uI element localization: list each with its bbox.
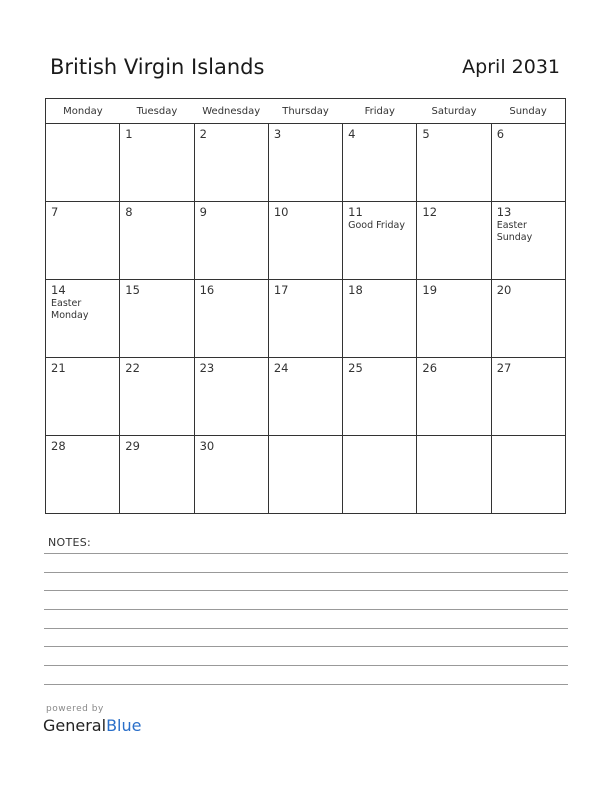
- page-title: British Virgin Islands: [50, 55, 265, 79]
- day-number: 30: [199, 439, 215, 453]
- day-number: 15: [125, 283, 140, 297]
- holiday-label: [269, 375, 342, 376]
- calendar-grid: [45, 98, 566, 514]
- holiday-label: [195, 453, 268, 454]
- notes-line: [44, 572, 568, 573]
- holiday-label: [269, 141, 342, 142]
- day-cell: [268, 280, 342, 358]
- weekday-sunday: Sunday: [491, 99, 565, 124]
- holiday-label: Easter Monday: [51, 298, 89, 321]
- day-number: 27: [496, 361, 512, 375]
- holiday-label: Good Friday: [348, 220, 405, 231]
- holiday-label: [120, 375, 193, 376]
- day-cell: [120, 358, 194, 436]
- day-cell: [343, 280, 417, 358]
- holiday-label: [195, 219, 268, 220]
- day-number: 1: [125, 127, 133, 141]
- day-cell: [343, 436, 417, 514]
- notes-line: [44, 665, 568, 666]
- day-cell: [491, 280, 565, 358]
- day-cell: [194, 124, 268, 202]
- weekday-header-row: [46, 99, 566, 124]
- holiday-label: [120, 141, 193, 142]
- holiday-label: [269, 297, 342, 298]
- week-row: [46, 436, 566, 514]
- holiday-label: [417, 141, 490, 142]
- day-number: 24: [273, 361, 289, 375]
- notes-line: [44, 646, 568, 647]
- day-number: 16: [199, 283, 215, 297]
- day-number: 13: [496, 205, 512, 219]
- day-cell: [491, 124, 565, 202]
- day-cell: [491, 358, 565, 436]
- notes-line: [44, 590, 568, 591]
- day-cell: [491, 436, 565, 514]
- holiday-label: [46, 453, 119, 454]
- day-cell: [268, 202, 342, 280]
- holiday-label: [46, 375, 119, 376]
- day-cell: [194, 280, 268, 358]
- brand-general-text: General: [43, 716, 107, 735]
- day-cell: [491, 202, 565, 280]
- day-number: 4: [348, 127, 356, 141]
- holiday-label: [417, 297, 490, 298]
- day-number: 29: [125, 439, 140, 453]
- weekday-friday: Friday: [343, 99, 417, 124]
- notes-label: NOTES:: [48, 536, 92, 549]
- day-number: 23: [199, 361, 215, 375]
- day-number: 10: [273, 205, 289, 219]
- day-number: 3: [273, 127, 282, 141]
- day-number: 12: [422, 205, 438, 219]
- day-number: 22: [125, 361, 140, 375]
- day-cell: [343, 124, 417, 202]
- holiday-label: [417, 375, 490, 376]
- holiday-label: [343, 439, 416, 440]
- holiday-label: [343, 141, 416, 142]
- notes-line: [44, 609, 568, 610]
- month-label: April 2031: [462, 56, 560, 78]
- day-number: 8: [125, 205, 133, 219]
- day-cell: [343, 358, 417, 436]
- notes-line: [44, 628, 568, 629]
- holiday-label: [46, 127, 119, 128]
- holiday-label: [195, 297, 268, 298]
- day-cell: [194, 436, 268, 514]
- holiday-label: [120, 297, 193, 298]
- day-cell: [343, 202, 417, 280]
- day-number: 2: [199, 127, 207, 141]
- holiday-label: [492, 297, 565, 298]
- day-number: 26: [422, 361, 438, 375]
- holiday-label: [195, 141, 268, 142]
- day-number: 11: [348, 205, 363, 219]
- day-number: 25: [348, 361, 363, 375]
- day-number: 21: [51, 361, 66, 375]
- day-number: 18: [348, 283, 363, 297]
- holiday-label: [492, 375, 565, 376]
- holiday-label: [417, 439, 490, 440]
- weekday-wednesday: Wednesday: [194, 99, 268, 124]
- week-row: [46, 280, 566, 358]
- notes-line: [44, 553, 568, 554]
- day-cell: [120, 202, 194, 280]
- holiday-label: [120, 453, 193, 454]
- weekday-monday: Monday: [46, 99, 120, 124]
- day-cell: [120, 280, 194, 358]
- notes-line: [44, 684, 568, 685]
- day-number: 5: [422, 127, 430, 141]
- day-cell: [46, 280, 120, 358]
- holiday-label: Easter Sunday: [496, 220, 533, 243]
- day-number: 6: [496, 127, 505, 141]
- day-cell: [194, 358, 268, 436]
- day-cell: [268, 124, 342, 202]
- day-number: 19: [422, 283, 438, 297]
- day-cell: [120, 436, 194, 514]
- day-cell: [417, 202, 491, 280]
- week-row: [46, 202, 566, 280]
- holiday-label: [120, 219, 193, 220]
- weekday-thursday: Thursday: [268, 99, 342, 124]
- day-number: 9: [199, 205, 207, 219]
- weekday-tuesday: Tuesday: [120, 99, 194, 124]
- holiday-label: [343, 375, 416, 376]
- holiday-label: [46, 219, 119, 220]
- day-cell: [194, 202, 268, 280]
- weekday-saturday: Saturday: [417, 99, 491, 124]
- week-row: [46, 358, 566, 436]
- holiday-label: [269, 219, 342, 220]
- brand-blue-text: Blue: [106, 716, 142, 735]
- day-cell: [268, 358, 342, 436]
- day-cell: [120, 124, 194, 202]
- week-row: [46, 124, 566, 202]
- day-number: 28: [51, 439, 66, 453]
- day-number: 20: [496, 283, 512, 297]
- day-cell: [417, 280, 491, 358]
- holiday-label: [195, 375, 268, 376]
- generalblue-logo[interactable]: [43, 716, 141, 735]
- day-cell: [417, 124, 491, 202]
- day-cell: [417, 436, 491, 514]
- day-cell: [46, 202, 120, 280]
- day-number: 17: [273, 283, 289, 297]
- day-cell: [417, 358, 491, 436]
- day-number: 14: [51, 283, 66, 297]
- day-number: 7: [51, 205, 59, 219]
- holiday-label: [269, 439, 342, 440]
- day-cell: [268, 436, 342, 514]
- holiday-label: [343, 297, 416, 298]
- day-cell: [46, 358, 120, 436]
- powered-by-label: powered by: [46, 704, 104, 714]
- holiday-label: [417, 219, 490, 220]
- day-cell: [46, 436, 120, 514]
- day-cell: [46, 124, 120, 202]
- holiday-label: [492, 141, 565, 142]
- holiday-label: [492, 439, 565, 440]
